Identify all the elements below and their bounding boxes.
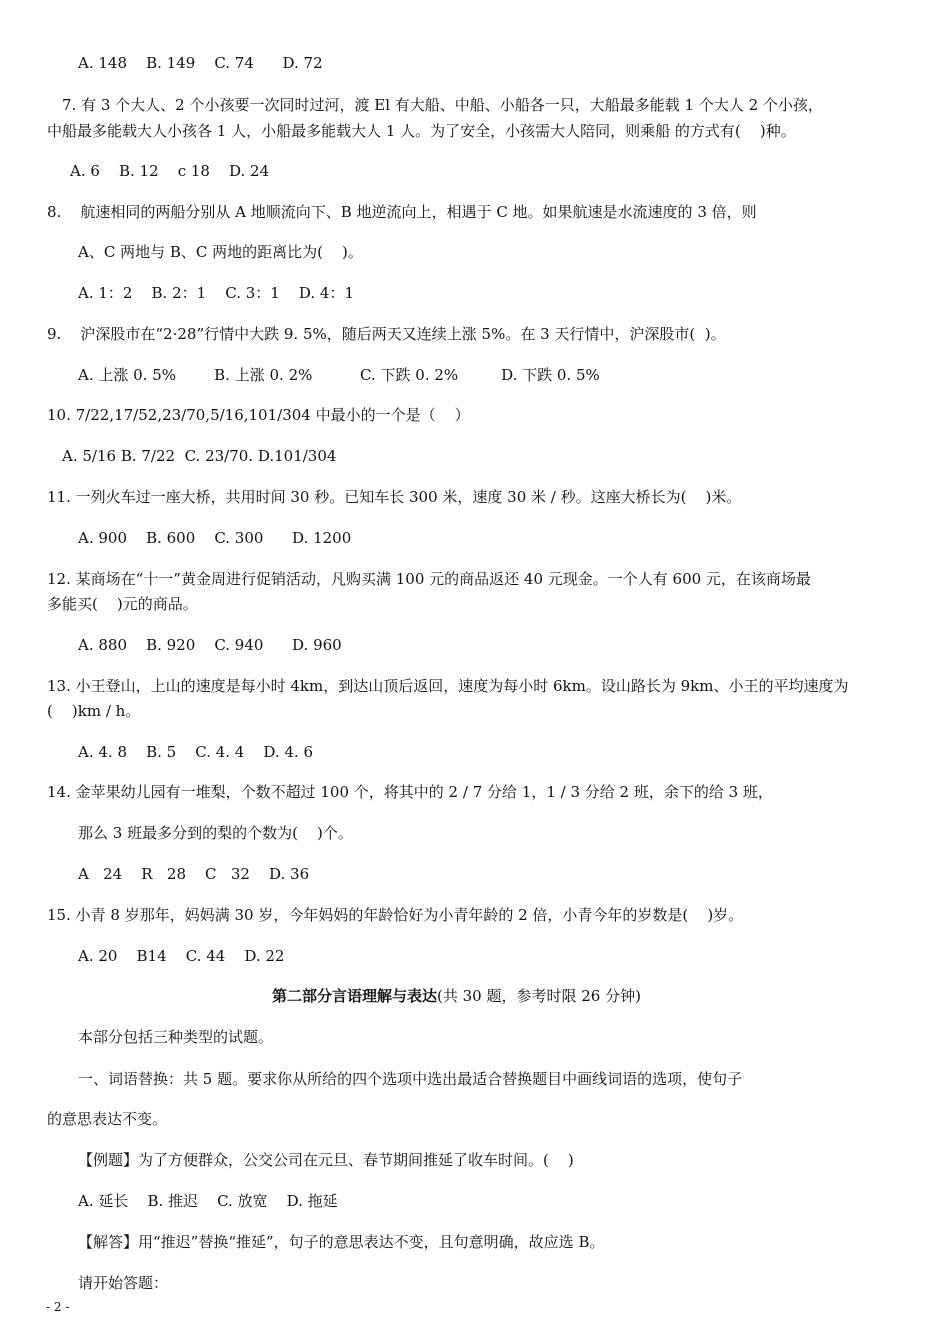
start-prompt: 请开始答题： bbox=[78, 1274, 169, 1292]
q14-text-line1: 14. 金苹果幼儿园有一堆梨，个数不超过 100 个，将其中的 2 / 7 分给 1，1 / 3 分给 2 班，余下的给 3 班， bbox=[47, 783, 773, 801]
part2-heading bbox=[272, 986, 641, 1006]
q12-options: A. 880 B. 920 C. 940 D. 960 bbox=[78, 636, 342, 654]
part2-intro: 本部分包括三种类型的试题。 bbox=[78, 1028, 274, 1046]
q7-options: A. 6 B. 12 c 18 D. 24 bbox=[70, 162, 270, 180]
example-answer: 【解答】用“推迟”替换“推延”，句子的意思表达不变，且句意明确，故应选 B。 bbox=[78, 1233, 605, 1251]
q9-text-line1: 9. 沪深股市在“2·28”行情中大跌 9. 5%，随后两天又连续上涨 5%。在 3 天行情中，沪深股市( )。 bbox=[47, 325, 726, 343]
q13-text-line1: 13. 小王登山，上山的速度是每小时 4km，到达山顶后返回，速度为每小时 6km。设山路长为 9km、小王的平均速度为 bbox=[47, 677, 849, 695]
q7-text-line1: 7. 有 3 个大人、2 个小孩要一次同时过河，渡 El 有大船、中船、小船各一只，大船最多能载 1 个大人 2 个小孩， bbox=[62, 96, 823, 114]
q6-options: A. 148 B. 149 C. 74 D. 72 bbox=[78, 54, 323, 72]
q14-options: A 24 R 28 C 32 D. 36 bbox=[78, 865, 310, 883]
q13-options: A. 4. 8 B. 5 C. 4. 4 D. 4. 6 bbox=[78, 743, 314, 761]
q12-text-line1: 12. 某商场在“十一”黄金周进行促销活动，凡购买满 100 元的商品返还 40 元现金。一个人有 600 元，在该商场最 bbox=[47, 570, 811, 588]
q14-text-line2: 那么 3 班最多分到的梨的个数为( )个。 bbox=[78, 824, 353, 842]
section1-text-line2: 的意思表达不变。 bbox=[47, 1110, 168, 1128]
part2-heading-bold: 第二部分言语理解与表达 bbox=[272, 987, 438, 1005]
q8-options: A. 1：2 B. 2：1 C. 3：1 D. 4：1 bbox=[78, 284, 354, 302]
q10-text-line1: 10. 7/22,17/52,23/70,5/16,101/304 中最小的一个是（ ） bbox=[47, 406, 470, 424]
q8-text-line2: A、C 两地与 B、C 两地的距离比为( )。 bbox=[78, 243, 363, 261]
page-number: - 2 - bbox=[46, 1300, 70, 1314]
section1-text-line1: 一、词语替换：共 5 题。要求你从所给的四个选项中选出最适合替换题目中画线词语的选项，使句子 bbox=[78, 1070, 743, 1088]
q11-text-line1: 11. 一列火车过一座大桥，共用时间 30 秒。已知车长 300 米，速度 30 米 / 秒。这座大桥长为( )米。 bbox=[47, 488, 742, 506]
example-options: A. 延长 B. 推迟 C. 放宽 D. 拖延 bbox=[78, 1192, 338, 1210]
q10-options: A. 5/16 B. 7/22 C. 23/70. D.101/304 bbox=[62, 447, 337, 465]
q9-options: A. 上涨 0. 5% B. 上涨 0. 2% C. 下跌 0. 2% D. 下跌 0. 5% bbox=[78, 366, 600, 384]
q8-text-line1: 8. 航速相同的两船分别从 A 地顺流向下、B 地逆流向上，相遇于 C 地。如果航速是水流速度的 3 倍，则 bbox=[47, 203, 757, 221]
q7-text-line2: 中船最多能载大人小孩各 1 人，小船最多能载大人 1 人。为了安全，小孩需大人陪同，则乘船 的方式有( )种。 bbox=[47, 122, 796, 140]
q15-options: A. 20 B14 C. 44 D. 22 bbox=[78, 947, 285, 965]
q11-options: A. 900 B. 600 C. 300 D. 1200 bbox=[78, 529, 352, 547]
q12-text-line2: 多能买( )元的商品。 bbox=[47, 595, 198, 613]
part2-heading-rest: (共 30 题，参考时限 26 分钟) bbox=[437, 987, 641, 1005]
example-question: 【例题】为了方便群众，公交公司在元旦、春节期间推延了收车时间。( ) bbox=[78, 1151, 574, 1169]
q15-text-line1: 15. 小青 8 岁那年，妈妈满 30 岁，今年妈妈的年龄恰好为小青年龄的 2 倍，小青今年的岁数是( )岁。 bbox=[47, 906, 744, 924]
q13-text-line2: ( )km / h。 bbox=[47, 702, 141, 720]
